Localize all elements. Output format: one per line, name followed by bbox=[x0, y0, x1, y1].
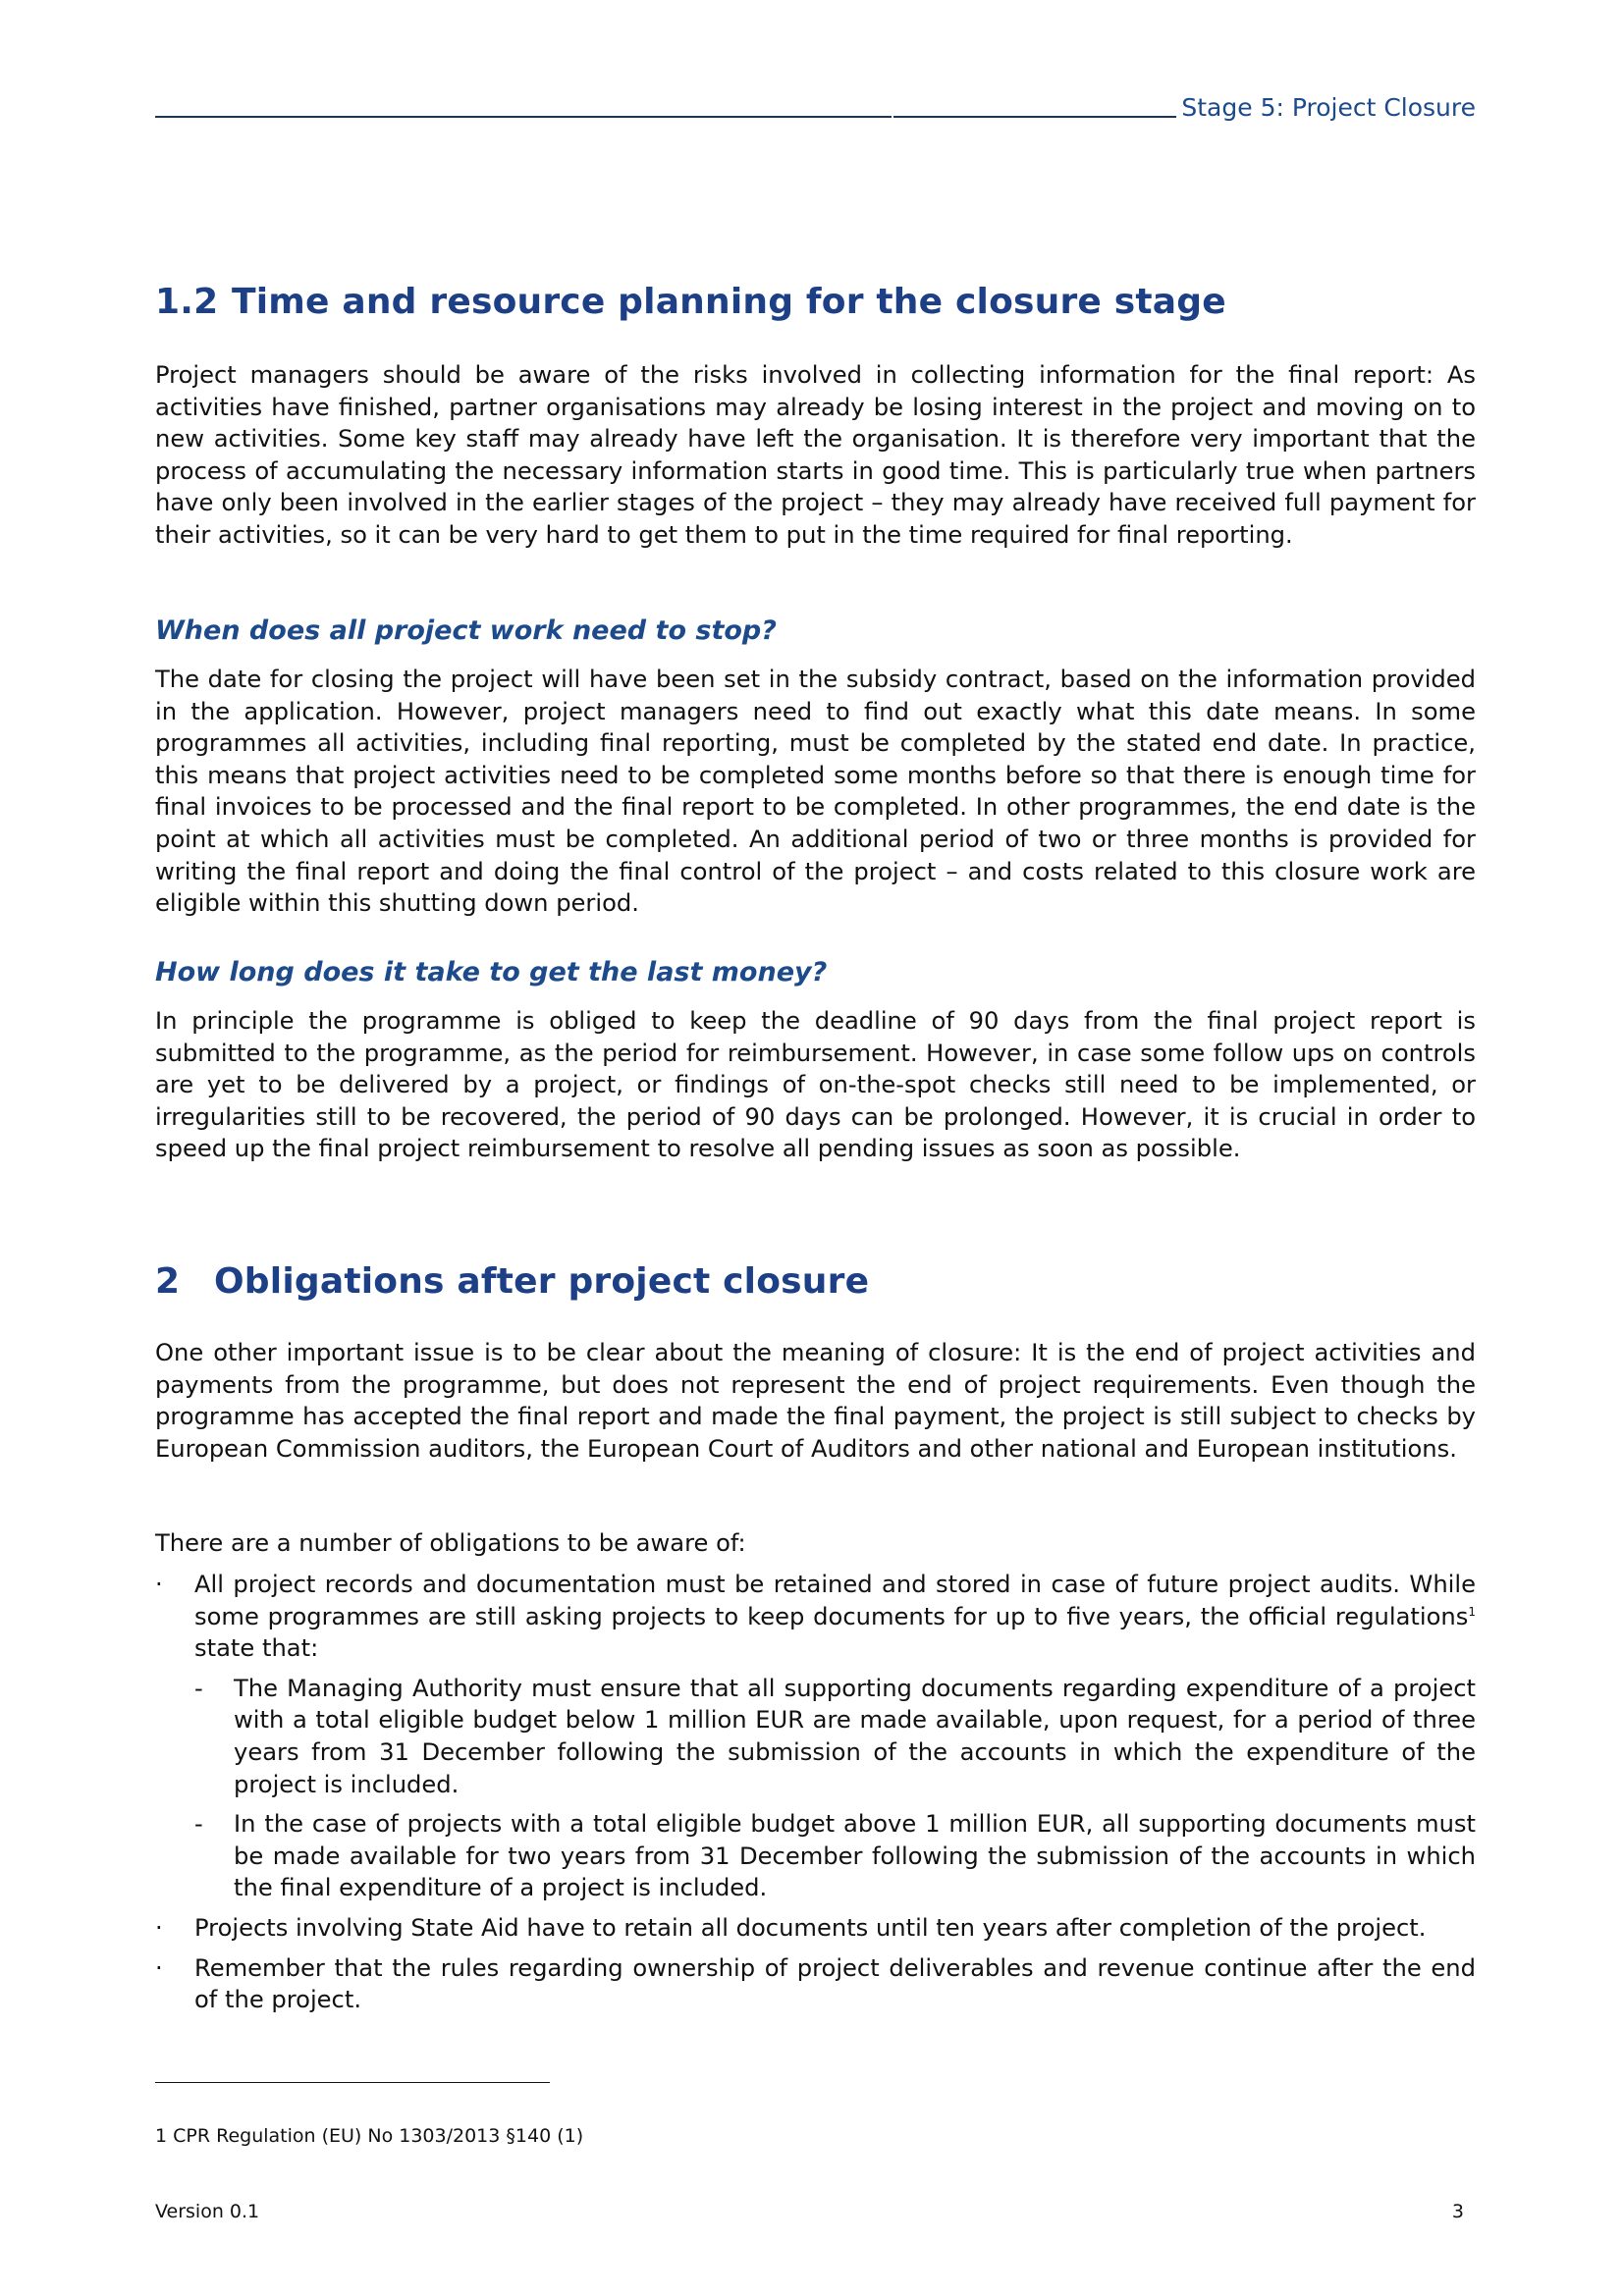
subheading-work-stop: When does all project work need to stop? bbox=[155, 615, 777, 646]
footnote-1: 1 CPR Regulation (EU) No 1303/2013 §140 (1) bbox=[155, 2125, 584, 2147]
obligations-list bbox=[155, 1569, 1476, 2024]
header-rule bbox=[155, 116, 1176, 118]
footnote-separator bbox=[155, 2082, 550, 2083]
running-title: Stage 5: Project Closure bbox=[1181, 93, 1476, 122]
list-item bbox=[155, 1952, 1476, 2016]
list-item bbox=[155, 1912, 1476, 1945]
dash-marker: - bbox=[194, 1810, 203, 1839]
list-item bbox=[155, 1569, 1476, 1904]
section-1-2-intro-paragraph: Project managers should be aware of the risks involved in collecting information for the final report: As activities have finished, partner organisations may already be losing interest in the project and moving on to new activities. Some key staff may already have left the organisation. It is therefore very important that the process of accumulating the necessary information starts in good time. This is particularly true when partners have only been involved in the earlier stages of the project – they may already have received full payment for their activities, so it can be very hard to get them to put in the time required for final reporting. bbox=[155, 361, 1476, 549]
running-header bbox=[155, 88, 1476, 122]
subheading-last-money: How long does it take to get the last money? bbox=[155, 957, 828, 988]
header-rule-gap bbox=[892, 115, 893, 119]
sub-list-item bbox=[194, 1808, 1476, 1904]
section-number: 2 bbox=[155, 1261, 181, 1302]
section-title: Time and resource planning for the closure stage bbox=[232, 282, 1226, 322]
list-item-text: Remember that the rules regarding ownership of project deliverables and revenue continue after the end of the project. bbox=[194, 1953, 1476, 2014]
section-2-intro-paragraph: One other important issue is to be clear about the meaning of closure: It is the end of project activities and payments from the programme, but does not represent the end of project requirements. Even though the programme has accepted the final report and made the final payment, the project is still subject to checks by European Commission auditors, the European Court of Auditors and other national and European institutions. bbox=[155, 1339, 1476, 1463]
list-item-text: state that: bbox=[194, 1634, 319, 1663]
retention-sublist bbox=[194, 1673, 1476, 1904]
bullet-marker: · bbox=[155, 1913, 163, 1942]
list-item-text: All project records and documentation must be retained and stored in case of future project audits. While some programmes are still asking projects to keep documents for up to five years, the official regulations bbox=[194, 1571, 1476, 1630]
section-number: 1.2 bbox=[155, 282, 219, 322]
list-item-text: Projects involving State Aid have to retain all documents until ten years after completion of the project. bbox=[194, 1913, 1427, 1942]
dash-marker: - bbox=[194, 1674, 203, 1702]
sub-list-item-text: The Managing Authority must ensure that all supporting documents regarding expenditure of a project with a total eligible budget below 1 million EUR are made available, upon request, for a period of three years from 31 December following the submission of the accounts in which the expenditure of the project is included. bbox=[234, 1674, 1476, 1798]
bullet-marker: · bbox=[155, 1571, 163, 1598]
section-1-2-heading bbox=[155, 282, 1226, 322]
sub-list-item bbox=[194, 1673, 1476, 1800]
page-number: 3 bbox=[1451, 2201, 1464, 2222]
last-money-paragraph: In principle the programme is obliged to keep the deadline of 90 days from the final project report is submitted to the programme, as the period for reimbursement. However, in case some follow ups on controls are yet to be delivered by a project, or findings of on-the-spot checks still need to be implemented, or irregularities still to be recovered, the period of 90 days can be prolonged. However, it is crucial in order to speed up the final project reimbursement to resolve all pending issues as soon as possible. bbox=[155, 1007, 1476, 1163]
work-stop-paragraph: The date for closing the project will have been set in the subsidy contract, based on the information provided in the application. However, project managers need to find out exactly what this date means. In some programmes all activities, including final reporting, must be completed by the stated end date. In practice, this means that project activities need to be completed some months before so that there is enough time for final invoices to be processed and the final report to be completed. In other programmes, the end date is the point at which all activities must be completed. An additional period of two or three months is provided for writing the final report and doing the final control of the project – and costs related to this closure work are eligible within this shutting down period. bbox=[155, 666, 1476, 918]
footnote-reference[interactable]: 1 bbox=[1468, 1604, 1476, 1619]
bullet-marker: · bbox=[155, 1953, 163, 1982]
obligations-list-intro: There are a number of obligations to be aware of: bbox=[155, 1529, 746, 1557]
sub-list-item-text: In the case of projects with a total eligible budget above 1 million EUR, all supporting documents must be made available for two years from 31 December following the submission of the accounts in which the final expenditure of a project is included. bbox=[234, 1810, 1476, 1902]
version-label: Version 0.1 bbox=[155, 2201, 260, 2222]
section-title: Obligations after project closure bbox=[214, 1261, 870, 1302]
section-2-heading bbox=[155, 1261, 869, 1302]
